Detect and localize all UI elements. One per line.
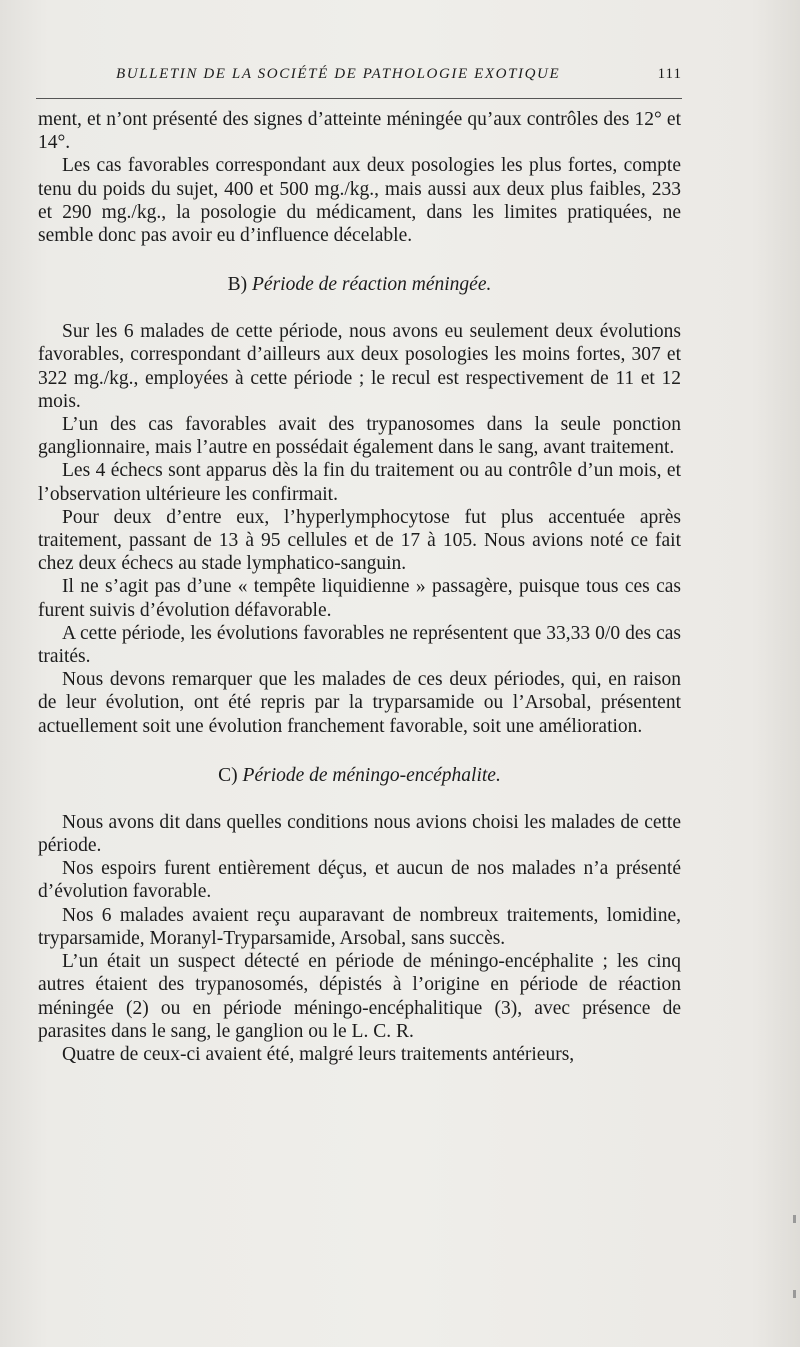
section-label: B) <box>227 274 248 296</box>
page-edge-mark <box>793 1215 796 1223</box>
header-rule <box>36 98 682 99</box>
body-text <box>38 108 681 1066</box>
running-header <box>110 66 682 92</box>
paragraph: Il ne s’agit pas d’une « tempête liquidienne » passagère, puisque tous ces cas furent suivis d’évolution défavorable. <box>38 576 681 621</box>
paragraph: Les cas favorables correspondant aux deux posologies les plus fortes, compte tenu du poids du sujet, 400 et 500 mg./kg., mais aussi aux deux plus faibles, 233 et 290 mg./kg., la posologie du médicament, dans les limites pratiquées, ne semble donc pas avoir eu d’influence décelable. <box>38 155 681 247</box>
paragraph: L’un était un suspect détecté en période de méningo-encéphalite ; les cinq autres étaient des trypanosomés, dépistés à l’origine en période de réaction méningée (2) ou en période méningo-encéphalitique (3), avec présence de parasites dans le sang, le ganglion ou le L. C. R. <box>38 951 681 1042</box>
paragraph: Nos espoirs furent entièrement déçus, et aucun de nos malades n’a présenté d’évolution favorable. <box>38 858 681 903</box>
section-label: C) <box>218 764 238 786</box>
section-title: Période de réaction méningée. <box>252 274 492 296</box>
paragraph: Nous avons dit dans quelles conditions nous avions choisi les malades de cette période. <box>38 811 681 857</box>
paragraph: Sur les 6 malades de cette période, nous avons eu seulement deux évolutions favorables, correspondant d’ailleurs aux deux posologies les moins fortes, 307 et 322 mg./kg., employées à cette période ; le recul est respectivement de 11 et 12 mois. <box>38 321 681 412</box>
section-title: Période de méningo-encéphalite. <box>242 764 501 786</box>
paragraph: A cette période, les évolutions favorables ne représentent que 33,33 0/0 des cas traités. <box>38 622 681 668</box>
section-heading-c <box>38 764 681 787</box>
paragraph: Quatre de ceux-ci avaient été, malgré leurs traitements antérieurs, <box>62 1043 575 1065</box>
paragraph: Nos 6 malades avaient reçu auparavant de nombreux traitements, lomidine, tryparsamide, Moranyl-Tryparsamide, Arsobal, sans succès. <box>38 904 681 949</box>
paragraph: Nous devons remarquer que les malades de ces deux périodes, qui, en raison de leur évolution, ont été repris par la tryparsamide ou l’Arsobal, présentent actuellement soit une évolution franchement favorable, soit une amélioration. <box>38 669 681 737</box>
paragraph: L’un des cas favorables avait des trypanosomes dans la seule ponction ganglionnaire, mais l’autre en possédait également dans le sang, avant traitement. <box>38 414 681 459</box>
paragraph: ment, et n’ont présenté des signes d’atteinte méningée qu’aux contrôles des 12° et 14°. <box>38 109 681 154</box>
page-number: 111 <box>657 66 682 82</box>
paragraph: Pour deux d’entre eux, l’hyperlymphocytose fut plus accentuée après traitement, passant de 13 à 95 cellules et de 17 à 105. Nous avions noté ce fait chez deux échecs au stade lymphatico-sanguin. <box>38 506 681 575</box>
journal-title: BULLETIN DE LA SOCIÉTÉ DE PATHOLOGIE EXOTIQUE <box>116 66 561 82</box>
paragraph: Les 4 échecs sont apparus dès la fin du traitement ou au contrôle d’un mois, et l’observation ultérieure les confirmait. <box>38 460 681 505</box>
page-edge-mark <box>793 1290 796 1298</box>
section-heading-b <box>38 273 681 296</box>
